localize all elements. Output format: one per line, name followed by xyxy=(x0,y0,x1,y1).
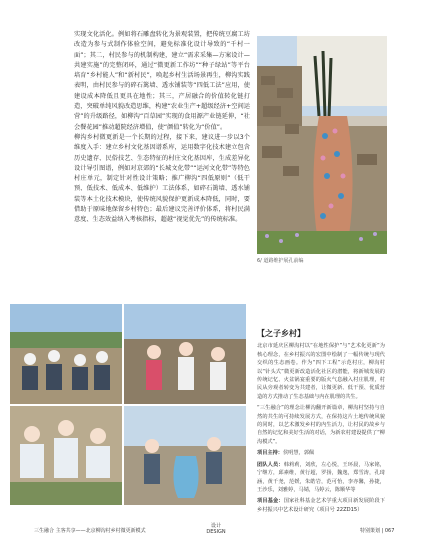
top-paragraph-2: 柳沟乡村微更新是一个长期的过程，接下来，建议进一步以3个维度入手：建立乡村文化基因谱系库，运用数字化技术建立包含历史遗存、民俗技艺、生态特征的村庄文化基因库，生成差异化设计导引图谱，例如对京郊的“长城文化带”“运河文化带”等特色村庄单元，制定针对性设计策略；推广柳沟“四低原则”（低干预、低技术、低成本、低维护）工法体系，如碎石篱墙、透水铺装等本土化技术模块，使传统风貌保护更新成本降低，同时，要借助于原味地保留乡村特色；最后建议完善评价体系，将村民满意度、生态效益纳入考核指标，超越“视觉优先”的传统标准。 xyxy=(74,133,250,224)
top-column-text xyxy=(74,30,250,226)
photo-collage xyxy=(10,304,246,505)
fund-label: 项目基金： xyxy=(257,498,284,505)
footer-page-number: 特别策划 | 067 xyxy=(360,528,395,534)
footer-section-title: 三生融合 主客共享——北京柳沟村乡村微更新模式 xyxy=(34,528,146,534)
project-article xyxy=(257,330,385,517)
collage-photo-painting xyxy=(10,406,122,505)
team-label: 团队人员： xyxy=(257,461,284,468)
team-value: 韩莉莉，刘欣，左心悦，王环晨，马家铭，宁继方，邱素维，黄行超，罗扬，魏逸，郑雪涛，孔琦涵，黄千尧，范媛，朱皓岩，范可怡，李亦馨，孙捷，王沙乐，刘雅婷，马婧，马婷云，陈顺华等 xyxy=(257,461,385,493)
collage-photo-vase xyxy=(124,406,246,505)
project-fund xyxy=(257,497,385,514)
collage-photo-children xyxy=(124,304,246,404)
top-paragraph-1: 实现文化活化。例如将石雕盘转化为景观装置，把传统豆腐工坊改造为参与式制作体验空间，避免标准化设计导致的“千村一面”；其二，村民参与的机制构建，建立“需求采集—方案设计—共建实施”的完整闭环，通过“微更新工作坊”“种子绿站”等平台培育“乡村能人”和“新村民”，唤起乡村生活场景再生，柳沟实践表明，由村民参与的碎石篱墙、透水铺装等“四低工法”应用，使建设成本降低且更具在地性；其三，产居融合的价值转化链打造，突破单纯风貌改造思维，构建“农业生产+超级经济+空间运营”的升级路径，如柳沟“百草园”实现的食用源产业链延伸，“社会餐花园”推动超院经济增值，使“颜值”转化为“价值”。 xyxy=(74,31,250,131)
collage-photo-group xyxy=(10,304,122,404)
footer-design-en: DESIGN xyxy=(206,529,226,535)
village-photo-illustration xyxy=(257,36,387,254)
article-paragraph-2: “三生融合”的理念让柳沟翻开新篇章，柳沟村坚持与自然的共生的可持续发展方式，在保持这片土地传统风貌的同时，以艺术激发乡村的内生活力，让村民的故乡与自然的记忆和美好生活的对话，为新农村建设提供了“柳沟模式”。 xyxy=(257,405,385,445)
project-host-label: 项目主持： xyxy=(257,450,283,457)
article-title: 【之子乡村】 xyxy=(257,329,305,338)
project-host xyxy=(257,449,385,457)
photo-top-caption: 6/ 道路维护展孔前编 xyxy=(257,258,304,264)
footer-design-cn: 设计 xyxy=(210,523,221,529)
article-paragraph-1: 北京市延庆区柳沟村以“在地性保护”与“艺术化更新”为核心理念，在乡村振兴的宏图中绘制了一幅传统与现代交织的生态画卷。作为“四下工程”示范村庄，柳沟村以“针头式”微更新改造活化社区的潜能，将新城发展的传统记忆、火盆锅宴重要的版火气息融入村庄肌理，村民从旁观者转变为共建者，让微更新、低干预、优质营造的方式推动了生态基础与内在肌理的共生。 xyxy=(257,343,385,400)
fund-value: 国家社科基金艺术学重大项目新发展阶段下乡村振兴中艺术设计研究（项目号 22ZD15） xyxy=(257,498,385,513)
village-photo-top xyxy=(257,36,387,254)
footer-design-mark xyxy=(202,523,230,535)
project-host-value: 侯明慧，郭佩 xyxy=(282,450,315,457)
team-members xyxy=(257,461,385,495)
